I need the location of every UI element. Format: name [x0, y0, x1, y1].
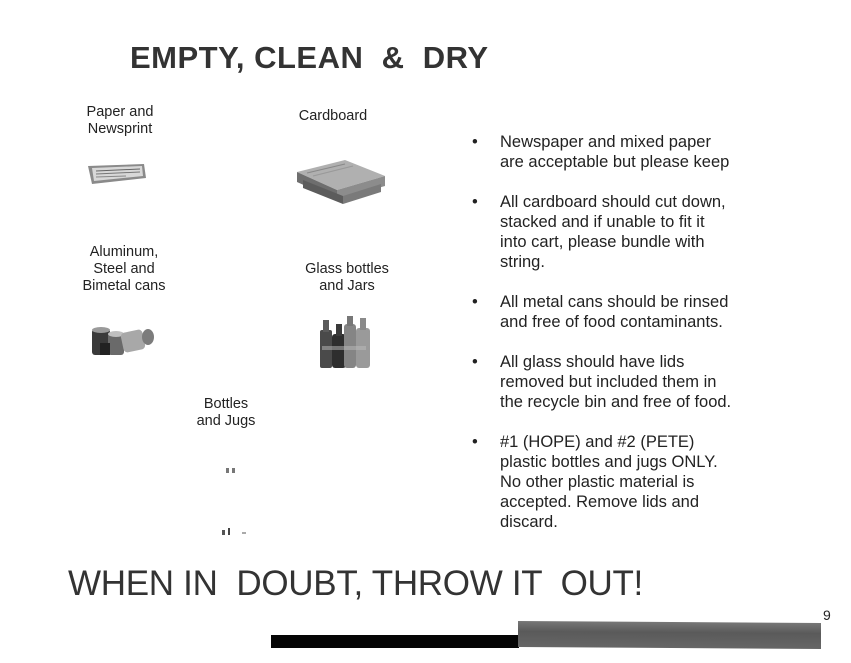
plastic-bottles-icon: [220, 462, 250, 538]
footer-bar-grey: [518, 621, 821, 649]
footer-slogan: WHEN IN DOUBT, THROW IT OUT!: [68, 564, 643, 603]
category-label-glass: Glass bottles and Jars: [305, 261, 389, 294]
bullet-text: #1 (HOPE) and #2 (PETE) plastic bottles and jugs ONLY. No other plastic material is accepted. Remove lids and discard.: [500, 433, 718, 531]
newspaper-icon: [86, 162, 148, 186]
category-label-bottles: Bottles and Jugs: [196, 396, 256, 429]
bullet-marker: •: [472, 293, 478, 311]
bullet-marker: •: [472, 133, 478, 151]
bullet-marker: •: [472, 433, 478, 451]
page-title: EMPTY, CLEAN & DRY: [130, 40, 489, 75]
bullet-marker: •: [472, 193, 478, 211]
category-label-cans: Aluminum, Steel and Bimetal cans: [82, 244, 166, 294]
footer-bar-black: [271, 635, 519, 648]
bullet-marker: •: [472, 353, 478, 371]
bullet-text: All glass should have lids removed but included them in the recycle bin and free of food.: [500, 353, 732, 411]
bullet-text: All cardboard should cut down, stacked and if unable to fit it into cart, please bundle with string.: [500, 193, 726, 271]
page-number: 9: [823, 607, 831, 623]
bullet-text: Newspaper and mixed paper are acceptable but please keep: [500, 133, 730, 171]
bullet-text: All metal cans should be rinsed and free of food contaminants.: [500, 293, 729, 331]
category-label-paper: Paper and Newsprint: [86, 104, 154, 137]
cardboard-icon: [293, 158, 387, 208]
glass-bottles-icon: [318, 316, 378, 370]
category-label-cardboard: Cardboard: [298, 108, 368, 124]
cans-icon: [90, 321, 158, 359]
